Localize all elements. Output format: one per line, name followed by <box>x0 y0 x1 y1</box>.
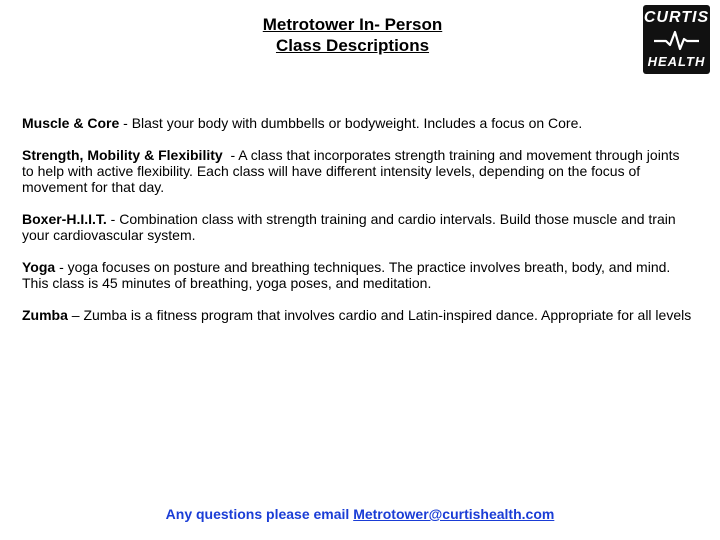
class-description: - yoga focuses on posture and breathing techniques. The practice involves breath, body, and mind. This class is 45 minutes of breathing, yoga poses, and meditation. <box>22 259 671 291</box>
class-name: Zumba <box>22 307 68 323</box>
class-description: - A class that incorporates strength training and movement through joints to help with active flexibility. Each class will have different intensity levels, depending on the focus of movement for that day. <box>22 147 684 195</box>
class-item-strength-mobility <box>22 147 692 195</box>
class-item-muscle-core <box>22 115 692 131</box>
page-title <box>0 14 705 56</box>
title-line-1: Metrotower In- Person <box>262 15 443 34</box>
class-name: Boxer-H.I.I.T. <box>22 211 107 227</box>
curtis-health-logo <box>643 5 710 74</box>
class-descriptions <box>22 115 692 339</box>
contact-footer <box>0 506 720 522</box>
class-description: - Blast your body with dumbbells or bodyweight. Includes a focus on Core. <box>119 115 583 131</box>
class-name: Strength, Mobility & Flexibility <box>22 147 223 163</box>
class-name: Muscle & Core <box>22 115 120 131</box>
class-item-boxer-hiit <box>22 211 692 243</box>
logo-top-text: CURTIS <box>643 9 710 26</box>
heartbeat-icon <box>654 29 699 51</box>
title-line-2: Class Descriptions <box>275 36 430 55</box>
class-description: – Zumba is a fitness program that involves cardio and Latin-inspired dance. Appropriate for all levels <box>67 307 692 323</box>
contact-prompt: Any questions please email <box>165 506 354 522</box>
class-item-zumba <box>22 307 692 323</box>
class-name: Yoga <box>22 259 56 275</box>
email-link[interactable]: Metrotower@curtishealth.com <box>353 506 555 522</box>
class-description: - Combination class with strength training and cardio intervals. Build those muscle and train your cardiovascular system. <box>22 211 676 243</box>
logo-bottom-text: HEALTH <box>647 54 706 69</box>
class-item-yoga <box>22 259 692 291</box>
